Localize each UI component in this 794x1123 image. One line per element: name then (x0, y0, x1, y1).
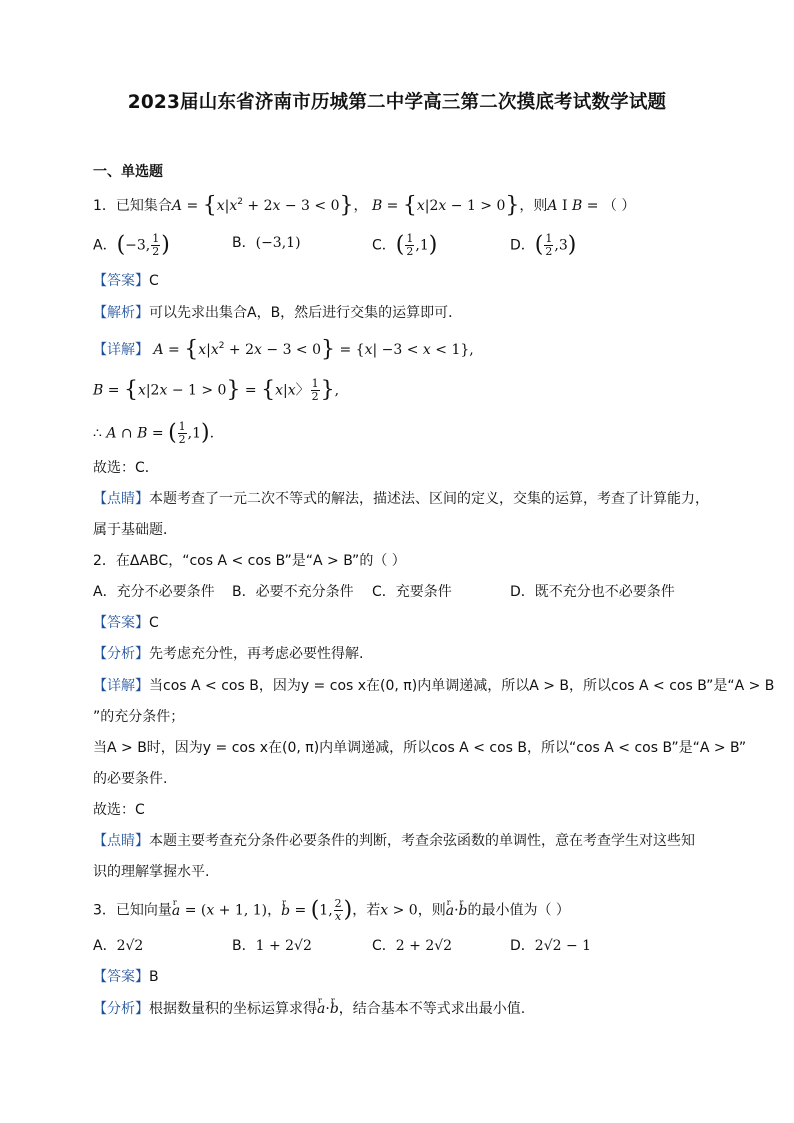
q1-option-d: D．( $\frac{1}{2}$ ,3) (510, 232, 577, 258)
q2-detail-line-1: 【详解】当cos A < cos B，因为y = cos x在(0, π)内单调递减，所以A > B，所以cos A < cos B”是“A > B (93, 678, 775, 694)
q3-option-c: C．2 + 2√2 (372, 938, 453, 954)
q2-option-d: D．既不充分也不必要条件 (510, 584, 675, 600)
q1-analysis: 【解析】可以先求出集合A，B，然后进行交集的运算即可． (93, 305, 463, 321)
q1-option-b: B．(−3,1) (232, 235, 301, 251)
q2-detail-line-2: ”的充分条件； (93, 709, 185, 725)
q1-detail-line-3: ∴ A ∩ B = ( $\frac{1}{2}$ ,1). (93, 420, 215, 446)
q2-option-c: C．充要条件 (372, 584, 452, 600)
q3-answer: 【答案】B (93, 969, 159, 985)
q3-option-d: D．2√2 − 1 (510, 938, 592, 954)
q2-analysis: 【分析】先考虑充分性，再考虑必要性得解. (93, 646, 364, 662)
q2-stem: 2．在ΔABC，“cos A < cos B”是“A > B”的（ ） (93, 553, 406, 569)
q1-comment: 【点睛】本题考查了一元二次不等式的解法，描述法、区间的定义，交集的运算，考查了计算能力， (93, 491, 709, 507)
q2-option-b: B．必要不充分条件 (232, 584, 354, 600)
q2-option-a: A．充分不必要条件 (93, 584, 215, 600)
q3-analysis: 【分析】根据数量积的坐标运算求得r a·r b，结合基本不等式求出最小值. (93, 999, 525, 1019)
q1-detail-line-1: 【详解】 $A = \{x|x^2 + 2x - 3 < 0\} = \{x| -3 < x < 1\}$, (93, 337, 474, 362)
page-title: 2023届山东省济南市历城第二中学高三第二次摸底考试数学试题 (127, 92, 667, 113)
q1-answer: 【答案】C (93, 273, 159, 289)
q1-option-a: A．(−3, $\frac{1}{2}$ ) (93, 232, 170, 258)
q2-detail-line-3: 当A > B时，因为y = cos x在(0, π)内单调递减，所以cos A < cos B，所以“cos A < cos B”是“A > B” (93, 740, 747, 756)
q2-detail-line-4: 的必要条件. (93, 771, 168, 787)
q1-result: 故选：C． (93, 460, 159, 476)
q2-comment: 【点睛】本题主要考查充分条件必要条件的判断，考查余弦函数的单调性，意在考查学生对这些知 (93, 833, 695, 849)
q2-result: 故选：C (93, 802, 145, 818)
q1-detail-line-2: B = {x|2x − 1 > 0} = {x|x〉 $\frac{1}{2}$ }, (93, 377, 340, 403)
q2-answer: 【答案】C (93, 615, 159, 631)
q1-comment-cont: 属于基础题． (93, 522, 177, 538)
q1-option-c: C．( $\frac{1}{2}$ ,1) (372, 232, 438, 258)
q3-stem: 3．已知向量r a = (x + 1, 1)，r b = (1, $\frac{2}{x}$ )，若x > 0，则r a·r b的最小值为（ ） (93, 898, 570, 923)
section-heading: 一、单选题 (93, 164, 163, 180)
q3-option-a: A．2√2 (93, 938, 144, 954)
q3-option-b: B．1 + 2√2 (232, 938, 312, 954)
q1-stem: 1．已知集合$A = \{x|x^2 + 2x - 3 < 0\}$， B = {x|2x − 1 > 0}，则A I B = （ ） (93, 193, 636, 218)
q2-comment-cont: 识的理解掌握水平. (93, 864, 210, 880)
